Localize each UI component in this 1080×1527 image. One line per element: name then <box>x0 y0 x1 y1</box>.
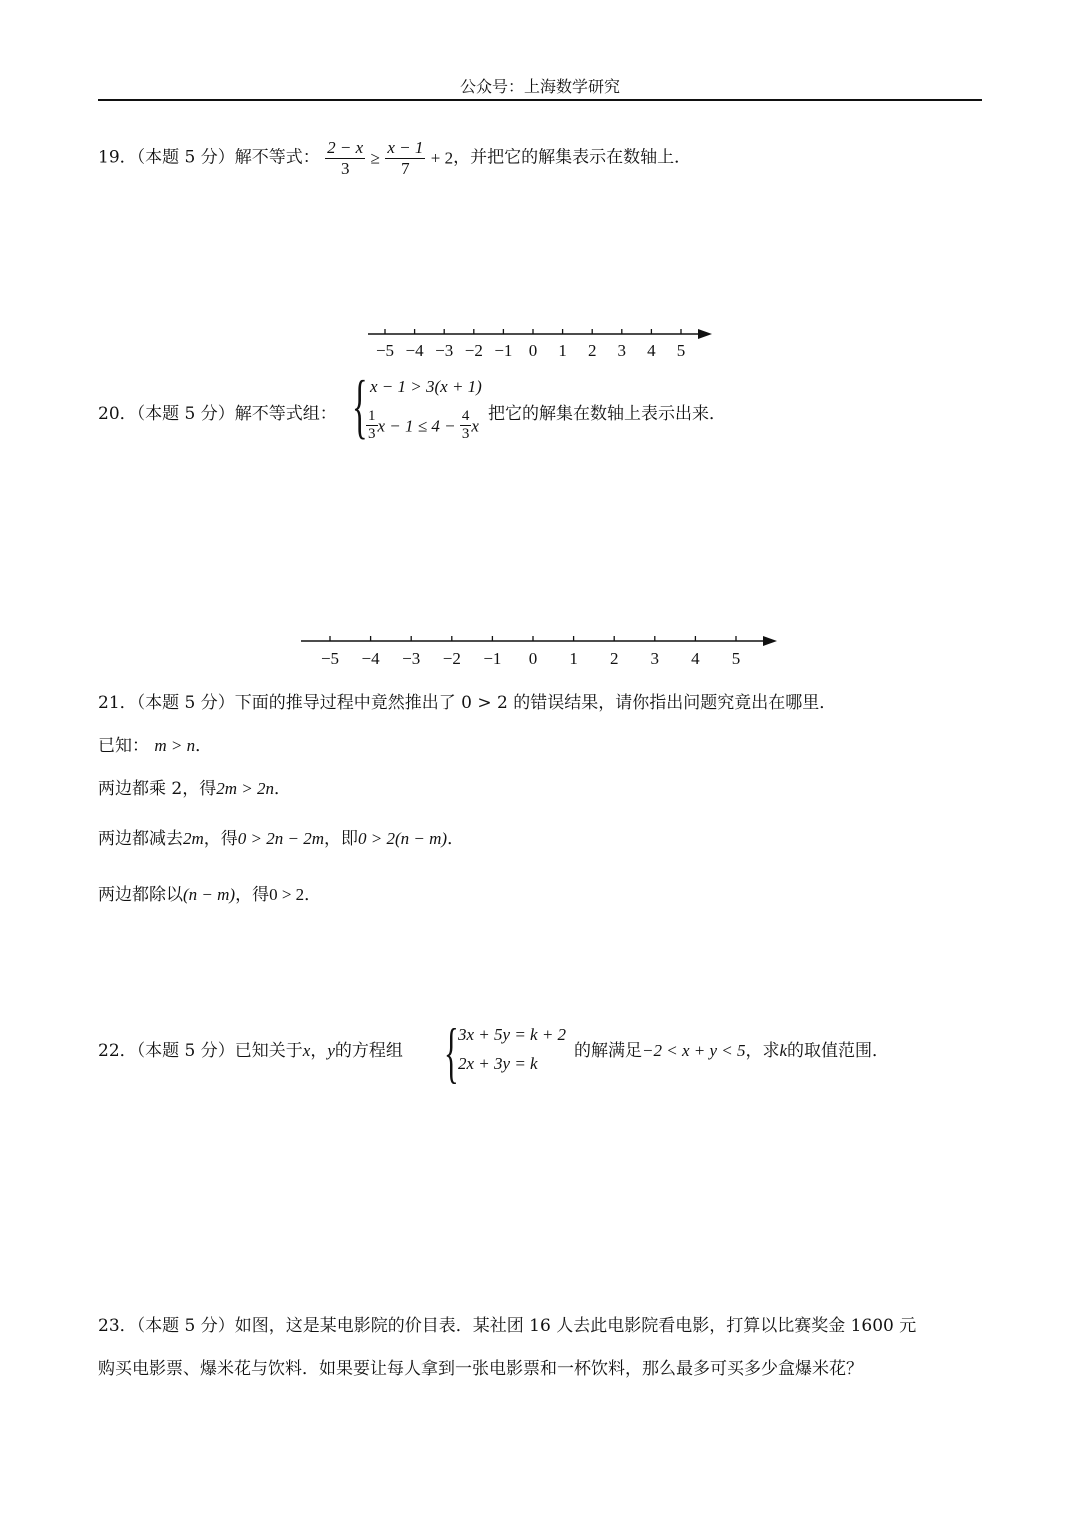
q20-number-line-tick-label: −3 <box>402 649 421 668</box>
q21-step2-expr1: 2m <box>183 829 204 848</box>
q21-step3-end: ． <box>304 885 322 905</box>
q22-var-y: y <box>327 1041 335 1060</box>
q19-statement <box>98 138 691 178</box>
q20-frac2-num: 4 <box>460 408 472 426</box>
q21-step2-expr2: 0 > 2n − 2m <box>237 829 325 848</box>
q19-label: 19．（本题 5 分）解不等式： <box>98 147 320 168</box>
q19-number-line-tick-label: −2 <box>464 341 483 360</box>
q20-number-line-tick-label: 5 <box>731 649 741 668</box>
q21-step3-expr2: 0 > 2 <box>269 885 305 904</box>
q20-tail: 把它的解集在数轴上表示出来． <box>488 404 726 424</box>
q20-frac-one-third <box>366 408 378 444</box>
q20-number-line-tick-label: 2 <box>609 649 619 668</box>
q19-number-line-tick-label: 4 <box>647 341 656 360</box>
q20-frac2-den: 3 <box>461 426 470 443</box>
q22-var-x: x <box>302 1041 311 1060</box>
q20-number-line-tick-label: 1 <box>569 649 578 668</box>
q19-number-line <box>360 322 730 366</box>
q21-step1 <box>98 780 291 798</box>
q22-after: 的解满足 <box>574 1041 642 1061</box>
q19-number-line-tick-label: −1 <box>494 341 513 360</box>
q21-step2-end: ． <box>447 829 465 849</box>
q20-line2-end: x <box>471 416 479 436</box>
q21-step3-text-a: 两边都除以 <box>98 885 183 905</box>
q19-frac1-num: 2 − x <box>327 138 364 157</box>
q20-number-line-tick-label: −2 <box>442 649 461 668</box>
q20-number-line-tick-label: −1 <box>483 649 502 668</box>
q22-condition <box>574 1042 889 1060</box>
header-rule <box>98 99 982 101</box>
q22-statement <box>98 1042 403 1060</box>
q22-eq2: 2x + 3y = k <box>458 1054 538 1073</box>
q22-var-k: k <box>779 1041 788 1060</box>
q20-number-line-tick-label: −5 <box>320 649 340 668</box>
q21-step3-text-b: ，得 <box>235 885 270 905</box>
page-header: 公众号：上海数学研究 <box>460 77 621 96</box>
q22-eq1: 3x + 5y = k + 2 <box>458 1025 567 1044</box>
q21-step2-text-a: 两边都减去 <box>98 829 183 849</box>
q21-step3 <box>98 886 321 904</box>
q21-known <box>98 737 212 755</box>
q20-number-line-tick-label: −4 <box>361 649 380 668</box>
q20-brace: { <box>352 366 368 446</box>
q22-ask-a: ，求 <box>745 1041 780 1061</box>
q19-frac2-num: x − 1 <box>387 138 424 157</box>
q20-number-line-tick-label: 3 <box>650 649 660 668</box>
q19-number-line-tick-label: −5 <box>375 341 395 360</box>
q21-known-expr: m > n <box>154 736 196 755</box>
q19-fraction-right <box>385 138 425 178</box>
q23-line1: 23．（本题 5 分）如图，这是某电影院的价目表．某社团 16 人去此电影院看电影，打算以比赛奖金 1600 元 <box>98 1316 917 1336</box>
q19-tail: ，并把它的解集表示在数轴上． <box>453 147 692 168</box>
q20-line1: x − 1 > 3(x + 1) <box>370 377 482 396</box>
q21-step2-text-c: ，即 <box>324 829 359 849</box>
q20-number-line <box>295 630 785 674</box>
q19-number-line-tick-label: 5 <box>676 341 686 360</box>
q19-number-line-tick-label: −3 <box>435 341 454 360</box>
q20-line2 <box>366 408 479 444</box>
q20-label: 20．（本题 5 分）解不等式组： <box>98 404 337 424</box>
q21-known-label: 已知： <box>98 736 149 756</box>
q19-number-line-tick-label: 0 <box>528 341 538 360</box>
q19-ge: ≥ <box>370 148 380 168</box>
q20-frac1-den: 3 <box>368 426 376 443</box>
q20-frac1-num: 1 <box>366 408 378 426</box>
q20-number-line-tick-label: 0 <box>528 649 538 668</box>
q20-number-line-tick-label: 4 <box>691 649 700 668</box>
q22-label: 22．（本题 5 分）已知关于 <box>98 1041 303 1061</box>
q21-step1-end: ． <box>273 779 291 799</box>
q19-number-line-tick-label: −4 <box>405 341 424 360</box>
q22-ask-b: 的取值范围． <box>787 1041 890 1061</box>
q21-step1-expr: 2m > 2n <box>216 779 274 798</box>
q21-step2-expr3: 0 > 2(n − m) <box>358 829 448 848</box>
q21-step1-text: 两边都乘 2，得 <box>98 779 217 799</box>
q19-number-line-tick-label: 1 <box>558 341 567 360</box>
q21-intro: 21．（本题 5 分）下面的推导过程中竟然推出了 0 > 2 的错误结果，请你指出问题究竟出在哪里． <box>98 693 837 713</box>
q22-mid: 的方程组 <box>334 1041 403 1061</box>
q22-cond-expr: −2 < x + y < 5 <box>642 1041 746 1060</box>
q19-plus2: + 2 <box>430 148 454 168</box>
q21-step3-expr1: (n − m) <box>183 885 236 904</box>
q19-number-line-tick-label: 2 <box>587 341 597 360</box>
q22-comma: ， <box>310 1041 328 1061</box>
q19-number-line-tick-label: 3 <box>617 341 627 360</box>
q20-line2-mid: x − 1 ≤ 4 − <box>377 416 456 436</box>
q21-step2-text-b: ，得 <box>203 829 238 849</box>
q19-frac1-den: 3 <box>340 158 350 178</box>
q23-line2: 购买电影票、爆米花与饮料．如果要让每人拿到一张电影票和一杯饮料，那么最多可买多少盒爆米花？ <box>98 1359 863 1379</box>
q21-step2 <box>98 830 464 848</box>
q21-known-end: ． <box>195 736 213 756</box>
q22-brace: { <box>444 1014 459 1090</box>
q19-frac2-den: 7 <box>401 158 410 178</box>
q20-frac-four-thirds <box>460 408 472 444</box>
q19-fraction-left <box>325 138 365 178</box>
